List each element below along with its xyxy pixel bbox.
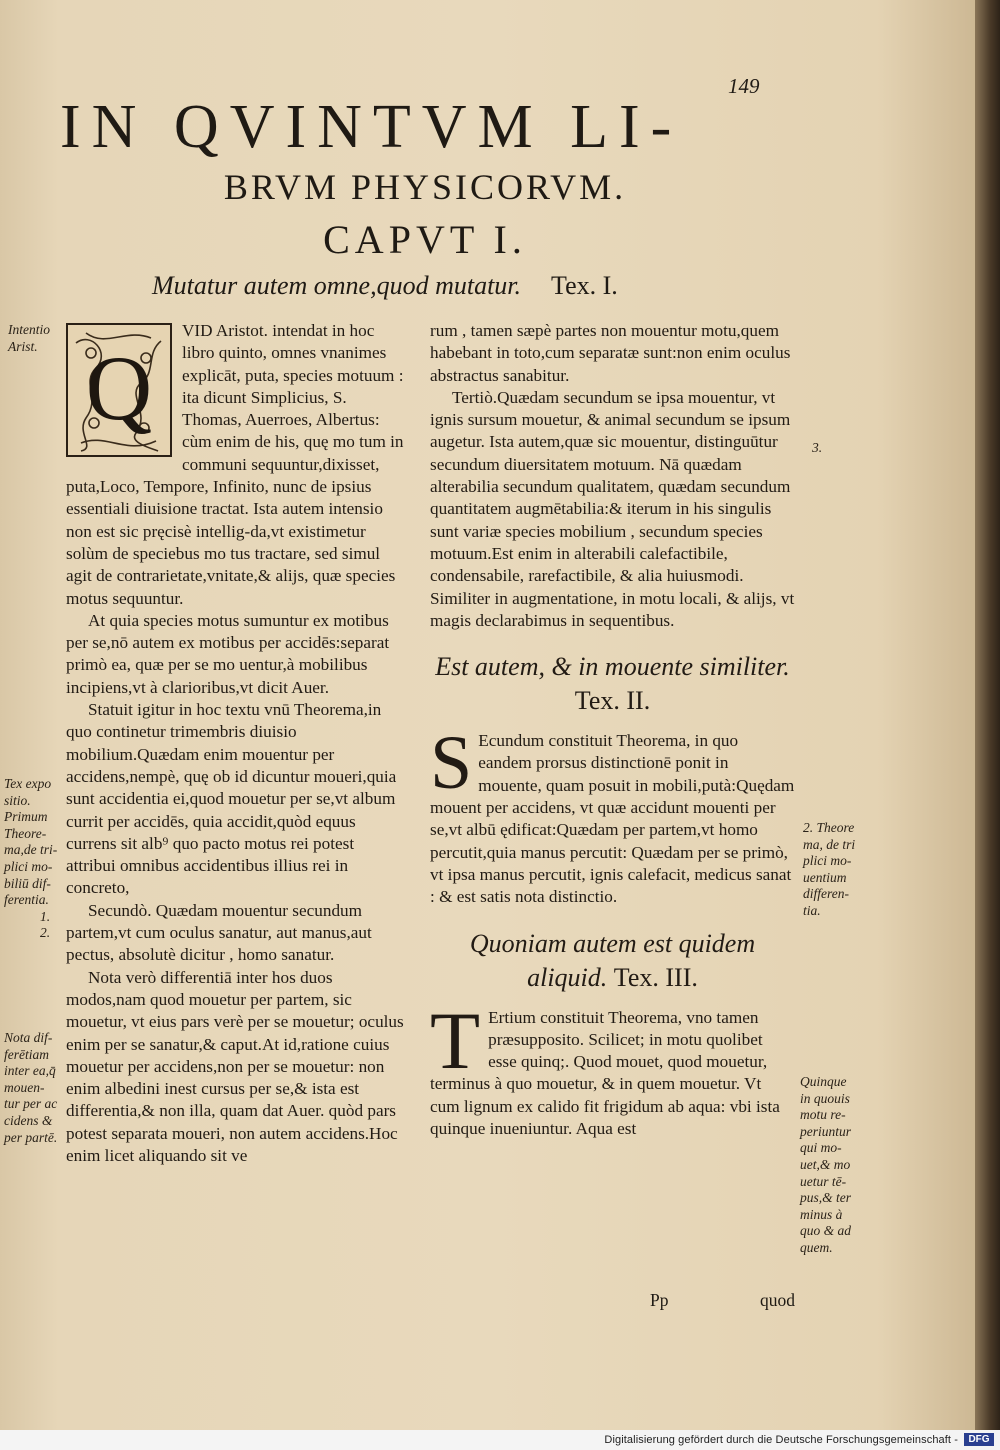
paragraph-2: At quia species motus sumuntur ex motibus per se,nō autem ex motibus per accidēs:separat primò ea, quæ per se mo uentur,à mobilibus incipiens,vt à clarioribus,vt dicit Auer.	[66, 610, 390, 697]
left-column	[66, 320, 404, 1167]
paragraph-secundum: S Ecundum constituit Theorema, in quo eandem prorsus distinctionē ponit in mouente, quam posuit in mobili,putà:Quędam mouent per accidens, vt quæ accidunt mouenti per se,vt albū ędificat:Quædam per partem,vt homo percutit,quia manus percutit: Quædam per se primò, vt ipsa manus percutit, ignis calefacit, medicus sanat : & est satis nota distinctio.	[430, 721, 795, 907]
lemma-heading-3	[430, 927, 795, 995]
dfg-logo[interactable]: DFG	[964, 1433, 994, 1446]
digitization-footer	[0, 1430, 1000, 1450]
marginal-note-3: 3.	[812, 440, 823, 455]
page-number: 149	[728, 74, 760, 98]
marginal-note-tex-expositio: Tex expo sitio. Primum Theore- ma,de tri- plici mo- biliū dif- ferentia. 1. 2.	[4, 776, 58, 941]
right-column	[430, 320, 795, 1140]
marginal-note-quinque: Quinque in quouis motu re- periuntur qui mo- uet,& mo uetur tē- pus,& ter minus à quo & ad quem.	[800, 1074, 852, 1255]
marginal-note-intentio: Intentio Arist.	[8, 322, 50, 354]
paragraph-continued: rum , tamen sæpè partes non mouentur motu,quem habebant in toto,cum separatæ sunt:non enim oculus abstractus sanabitur.	[430, 321, 791, 385]
initial-s: S	[430, 721, 473, 806]
lemma-text: Quoniam autem est quidem aliquid.	[469, 928, 756, 992]
svg-text:Q: Q	[85, 337, 153, 439]
footer-credit: Digitalisierung gefördert durch die Deutsche Forschungsgemeinschaft -	[604, 1434, 958, 1446]
lemma-text: Est autem, & in mouente similiter.	[435, 652, 790, 682]
lemma-tex: Tex. II.	[574, 686, 651, 716]
lemma-text: Mutatur autem omne,quod mutatur.	[152, 271, 522, 300]
lemma-tex: Tex. I.	[551, 271, 618, 300]
chapter-heading: CAPVT I.	[323, 217, 527, 262]
lemma-heading-2	[430, 650, 795, 718]
catchword: quod	[760, 1290, 795, 1310]
title-line-1: IN QVINTVM LI-	[60, 93, 683, 161]
paragraph-4: Secundò. Quædam mouentur secundum partem,vt cum oculus sanatur, aut manus,aut pectus, absolutè dicitur , homo sanatur.	[66, 900, 372, 965]
lemma-heading-1	[152, 271, 712, 301]
paragraph-5: Nota verò differentiā inter hos duos modos,nam quod mouetur per partem, sic mouetur, vt eius pars verè per se mouetur; oculus enim per se sanatur,& caput.At id,ratione cuius mouetur per accidens,non per se mouetur: non enim albedini inest cursus per se,& ista est differentia,& non illa, quam dat Auer. quòd pars potest separata moueri, non autem accidens.Hoc enim licet aliquando sit ve	[66, 967, 404, 1165]
book-edge	[975, 0, 1000, 1430]
paragraph-3: Statuit igitur in hoc textu vnū Theorema,in quo continetur trimembris diuisio mobilium.Quædam enim mouentur per accidens,nempè, quę ob id dicuntur moueri,quia sunt accidentia ei,quod mouetur per se,vt album currit per accidēs, quia accidit,quòd equus currens sit alb⁹ quo pacto motus rei potest attribui omnibus accidentibus illius rei in concreto,	[66, 700, 397, 898]
marginal-note-theorema: 2. Theore ma, de tri plici mo- uentium differen- tia.	[803, 820, 856, 918]
paragraph-tertium: T Ertium constituit Theorema, vno tamen præsupposito. Scilicet; in motu quolibet esse quinq;. Quod mouet, quod mouetur, terminus à quo mouetur, & in quem mouetur. Vt cum lignum ex calido fit frigidum ab aqua: vbi ista quinque inueniuntur. Aqua est	[430, 994, 780, 1139]
title-line-2: BRVM PHYSICORVM.	[223, 167, 627, 207]
paragraph-1: VID Aristot. intendat in hoc libro quinto, omnes vnanimes explicāt, puta, species motuum : ita dicunt Simplicius, S. Thomas, Auerroes, Albertus: cùm enim de his, quę mo tum in communi sequuntur,dixisset, puta,Loco, Tempore, Infinito, nunc de ipsius essentiali diuisione tractat. Ista autem intensio non est sic pręcisè intellig-da,vt existimetur solùm de speciebus mo tus tractare, sed simul agit de contrarietate,vnitate,& alijs, quæ species motus sequuntur.	[66, 321, 404, 608]
signature-mark: Pp	[650, 1290, 669, 1310]
marginal-note-differentia: Nota dif- ferētiam inter ea,q̄ mouen- tur per ac cidens & per partē.	[4, 1030, 58, 1145]
decorated-initial-q	[66, 323, 172, 457]
initial-t: T	[430, 994, 481, 1086]
paragraph-tertio: Tertiò.Quædam secundum se ipsa mouentur, vt ignis sursum mouetur, & animal secundum se ipsum augetur. Ista autem,quæ sic mouentur, distinguūtur secundum diuersitatem motuum. Nā quædam alterabilia secundum qualitatem, quædam secundum quantitatem augmētabilia:& iterum in his singulis sunt variæ species mobilium , secundum species motuum.Est enim in alterabili calefactibile, condensabile, rarefactibile, & alia huiusmodi. Similiter in augmentatione, in motu locali, & alijs, vt magis declarabimus in sequentibus.	[430, 387, 795, 630]
lemma-tex: Tex. III.	[613, 962, 698, 992]
